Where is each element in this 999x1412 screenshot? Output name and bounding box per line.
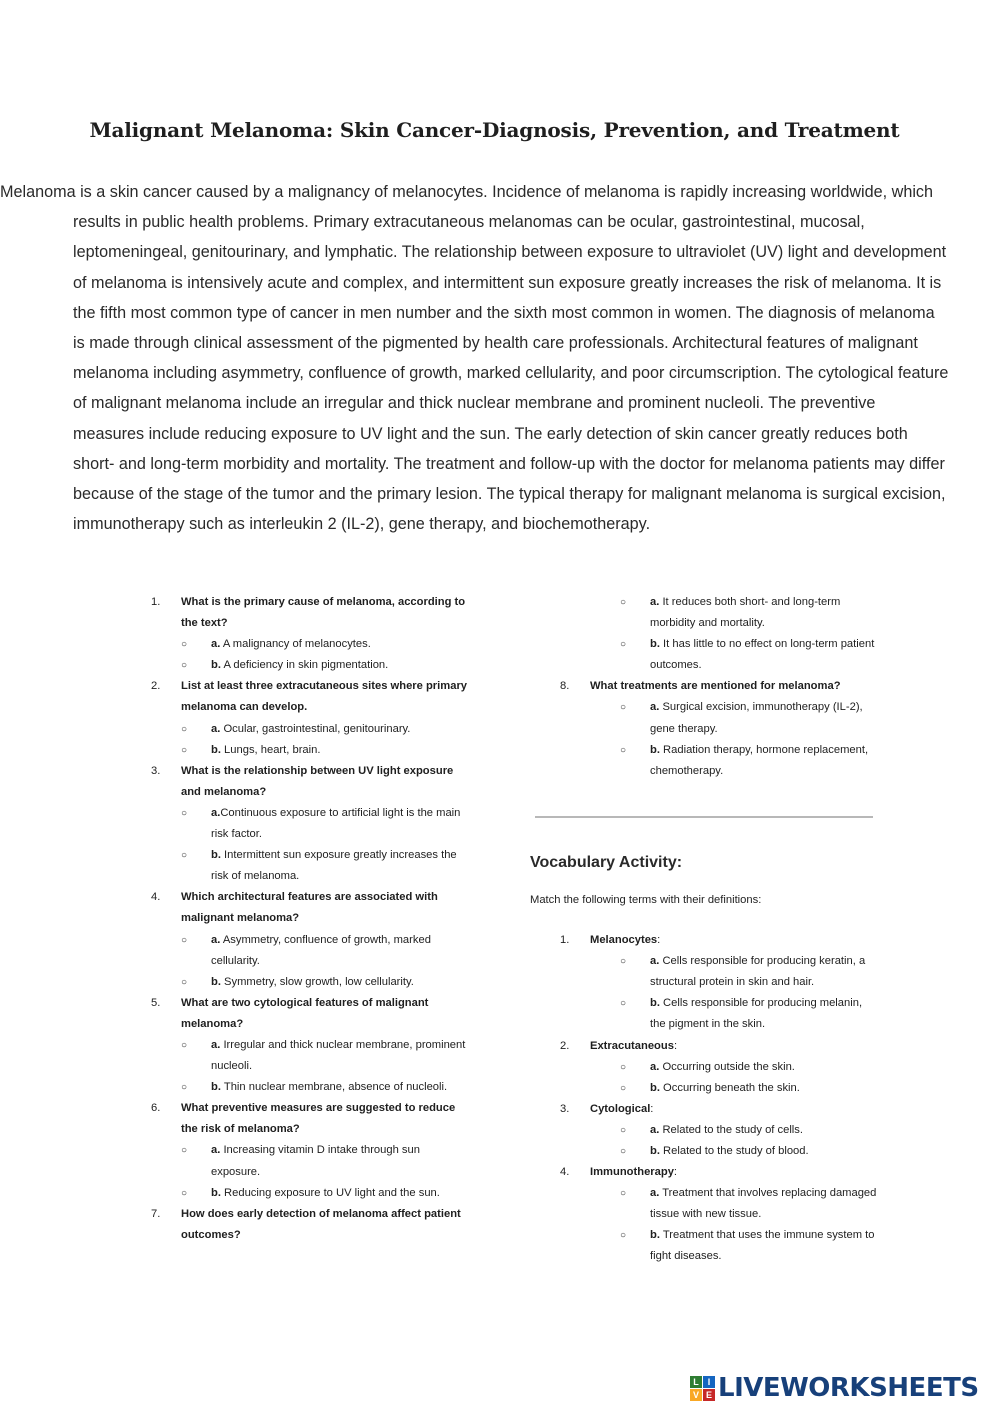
option-text: It reduces both short- and long-term morbidity and mortality. (650, 596, 841, 630)
term-colon: : (673, 1039, 678, 1052)
bullet-icon: ○ (620, 639, 627, 651)
option-letter: a. (211, 1038, 221, 1051)
logo-text: LIVEWORKSHEETS (718, 1373, 979, 1403)
option-text: Cells responsible for producing keratin, a structural protein in skin and hair. (650, 955, 866, 989)
option-letter: b. (650, 997, 660, 1010)
question-item (151, 761, 469, 803)
term-name: Melanocytes (590, 934, 658, 947)
option-text: Thin nuclear membrane, absence of nucleoli. (220, 1081, 448, 1094)
intro-paragraph: Melanoma is a skin cancer caused by a malignancy of melanocytes. Incidence of melanoma is rapidly increasing worldwide, which results in public health problems. Primary extracutaneous melanomas can be ocular, gastrointestinal, mucosal, leptomeningeal, genitourinary, and lymphatic. The relationship between exposure to ultraviolet (UV) light and development of melanoma is intensively acute and complex, and intermittent sun exposure greatly increases the risk of melanoma. It is the fifth most common type of cancer in men number and the sixth most common in women. The diagnosis of melanoma is made through clinical assessment of the pigmented by health care professionals. Architectural features of malignant melanoma including asymmetry, confluence of growth, marked cellularity, and poor circumscription. The cytological feature of malignant melanoma include an irregular and thick nuclear membrane and prominent nucleoli. The preventive measures include reducing exposure to UV light and the sun. The early detection of skin cancer greatly reduces both short- and long-term morbidity and mortality. The treatment and follow-up with the doctor for melanoma patients may differ because of the stage of the tumor and the primary lesion. The typical therapy for malignant melanoma is surgical excision, immunotherapy such as interleukin 2 (IL-2), gene therapy, and biochemotherapy. (0, 183, 949, 534)
page-title: Malignant Melanoma: Skin Cancer-Diagnosis, Prevention, and Treatment (89, 118, 900, 142)
question-number: 7. (151, 1207, 161, 1220)
question-number: 5. (151, 996, 161, 1009)
liveworksheets-logo (690, 1374, 979, 1402)
bullet-icon: ○ (181, 1145, 188, 1157)
option-text: Treatment that involves replacing damaged tissue with new tissue. (650, 1187, 877, 1221)
question-text: How does early detection of melanoma affect patient outcomes? (181, 1207, 461, 1241)
question-number: 4. (151, 891, 161, 904)
bullet-icon: ○ (620, 1188, 627, 1200)
bullet-icon: ○ (620, 1061, 627, 1073)
option-text: Increasing vitamin D intake through sun exposure. (211, 1144, 420, 1178)
option-text: A deficiency in skin pigmentation. (220, 659, 389, 672)
option-letter: a. (211, 933, 221, 946)
option-letter: b. (211, 975, 221, 988)
option-letter: b. (211, 743, 221, 756)
bullet-icon: ○ (620, 744, 627, 756)
questions-left-column (151, 592, 469, 1246)
liveworksheets-logo-icon (690, 1376, 715, 1401)
answer-option (620, 1225, 880, 1267)
question-text: What treatments are mentioned for melanoma? (590, 680, 841, 693)
answer-option (181, 719, 469, 740)
option-text: Occurring beneath the skin. (659, 1081, 800, 1094)
logo-square: E (703, 1389, 715, 1401)
question-item (151, 993, 469, 1035)
option-letter: b. (650, 1229, 660, 1242)
option-text: It has little to no effect on long-term patient outcomes. (650, 638, 875, 672)
answer-option (181, 930, 469, 972)
vocabulary-term-item (560, 930, 880, 951)
question-number: 2. (151, 680, 161, 693)
question-number: 3. (151, 764, 161, 777)
option-letter: b. (650, 1144, 660, 1157)
bullet-icon: ○ (181, 850, 188, 862)
answer-option (181, 803, 469, 845)
answer-option (620, 1057, 880, 1078)
answer-option (181, 655, 469, 676)
bullet-icon: ○ (181, 934, 188, 946)
option-letter: a. (211, 638, 221, 651)
option-text: A malignancy of melanocytes. (220, 638, 371, 651)
vocabulary-list (530, 930, 880, 1268)
bullet-icon: ○ (181, 1039, 188, 1051)
questions-right-column (530, 592, 880, 782)
vocabulary-term-item (560, 1099, 880, 1120)
bullet-icon: ○ (620, 956, 627, 968)
option-letter: a. (211, 806, 221, 819)
bullet-icon: ○ (181, 807, 188, 819)
term-number: 3. (560, 1102, 570, 1115)
term-colon: : (673, 1166, 678, 1179)
bullet-icon: ○ (181, 660, 188, 672)
option-letter: b. (211, 1081, 221, 1094)
bullet-icon: ○ (181, 744, 188, 756)
vocabulary-term-item (560, 1036, 880, 1057)
answer-option (181, 1077, 469, 1098)
option-text: Intermittent sun exposure greatly increases the risk of melanoma. (211, 849, 457, 883)
answer-option (620, 1120, 880, 1141)
question-text: List at least three extracutaneous sites where primary melanoma can develop. (181, 680, 468, 714)
option-letter: a. (650, 701, 660, 714)
option-letter: a. (650, 1123, 660, 1136)
option-text: Asymmetry, confluence of growth, marked cellularity. (211, 933, 431, 967)
bullet-icon: ○ (181, 1187, 188, 1199)
option-letter: a. (650, 1060, 660, 1073)
bullet-icon: ○ (181, 723, 188, 735)
option-letter: b. (211, 659, 221, 672)
answer-option (181, 1183, 469, 1204)
option-letter: a. (650, 596, 660, 608)
question-item (560, 676, 880, 697)
option-text: Related to the study of cells. (659, 1123, 803, 1136)
bullet-icon: ○ (620, 998, 627, 1010)
question-text: What is the relationship between UV light exposure and melanoma? (181, 764, 454, 798)
answer-option (181, 1140, 469, 1182)
option-letter: b. (211, 1186, 221, 1199)
answer-option (620, 1183, 880, 1225)
bullet-icon: ○ (181, 639, 188, 651)
option-text: Surgical excision, immunotherapy (IL-2), gene therapy. (650, 701, 863, 735)
answer-option (181, 1035, 469, 1077)
bullet-icon: ○ (620, 1230, 627, 1242)
question-item (151, 676, 469, 718)
option-text: Occurring outside the skin. (659, 1060, 795, 1073)
option-text: Treatment that uses the immune system to fight diseases. (650, 1229, 875, 1263)
term-name: Extracutaneous (590, 1039, 674, 1052)
vocabulary-instructions: Match the following terms with their definitions: (530, 893, 762, 906)
logo-square: V (690, 1389, 702, 1401)
question-number: 8. (560, 680, 570, 693)
term-number: 1. (560, 934, 570, 947)
term-colon: : (650, 1102, 654, 1115)
right-column (530, 592, 880, 1268)
question-text: What preventive measures are suggested to reduce the risk of melanoma? (181, 1102, 456, 1136)
question-text: What are two cytological features of malignant melanoma? (181, 996, 429, 1030)
term-colon: : (657, 934, 661, 947)
vocabulary-heading: Vocabulary Activity: (530, 853, 683, 871)
bullet-icon: ○ (620, 1124, 627, 1136)
bullet-icon: ○ (181, 1082, 188, 1094)
option-letter: a. (211, 722, 221, 735)
option-letter: a. (211, 1144, 221, 1157)
logo-square: I (703, 1376, 715, 1388)
answer-option (620, 993, 880, 1035)
answer-option (181, 634, 469, 655)
answer-option (181, 845, 469, 887)
option-text: Radiation therapy, hormone replacement, chemotherapy. (650, 743, 869, 777)
term-name: Immunotherapy (590, 1166, 674, 1179)
question-item (151, 1204, 469, 1246)
logo-square: L (690, 1376, 702, 1388)
answer-option (181, 972, 469, 993)
option-text: Continuous exposure to artificial light is the main risk factor. (211, 806, 461, 841)
option-text: Cells responsible for producing melanin, the pigment in the skin. (650, 997, 863, 1031)
bullet-icon: ○ (620, 597, 627, 608)
option-letter: a. (650, 955, 660, 968)
answer-option (181, 740, 469, 761)
bullet-icon: ○ (181, 976, 188, 988)
option-text: Reducing exposure to UV light and the sun. (220, 1186, 440, 1199)
option-text: Irregular and thick nuclear membrane, prominent nucleoli. (211, 1038, 466, 1073)
answer-option (620, 1078, 880, 1099)
question-item (151, 592, 469, 634)
question-text: What is the primary cause of melanoma, according to the text? (181, 596, 466, 630)
term-number: 4. (560, 1166, 570, 1179)
question-text: Which architectural features are associated with malignant melanoma? (181, 891, 438, 925)
term-name: Cytological (590, 1102, 651, 1115)
option-text: Symmetry, slow growth, low cellularity. (220, 975, 414, 988)
bullet-icon: ○ (620, 1082, 627, 1094)
answer-option (620, 697, 880, 739)
answer-option (620, 1141, 880, 1162)
option-letter: b. (650, 743, 660, 756)
answer-option (620, 592, 880, 634)
vocabulary-term-item (560, 1162, 880, 1183)
answer-option (620, 740, 880, 782)
section-divider (535, 816, 873, 818)
option-text: Related to the study of blood. (659, 1144, 809, 1157)
question-item (151, 1098, 469, 1140)
bullet-icon: ○ (620, 702, 627, 714)
option-text: Lungs, heart, brain. (220, 743, 321, 756)
option-letter: b. (650, 638, 660, 651)
question-item (151, 887, 469, 929)
bullet-icon: ○ (620, 1145, 627, 1157)
question-number: 6. (151, 1102, 161, 1115)
option-letter: b. (650, 1081, 660, 1094)
option-text: Ocular, gastrointestinal, genitourinary. (220, 722, 411, 735)
answer-option (620, 634, 880, 676)
question-number: 1. (151, 596, 161, 608)
option-letter: b. (211, 849, 221, 862)
term-number: 2. (560, 1039, 570, 1052)
answer-option (620, 951, 880, 993)
option-letter: a. (650, 1187, 660, 1200)
